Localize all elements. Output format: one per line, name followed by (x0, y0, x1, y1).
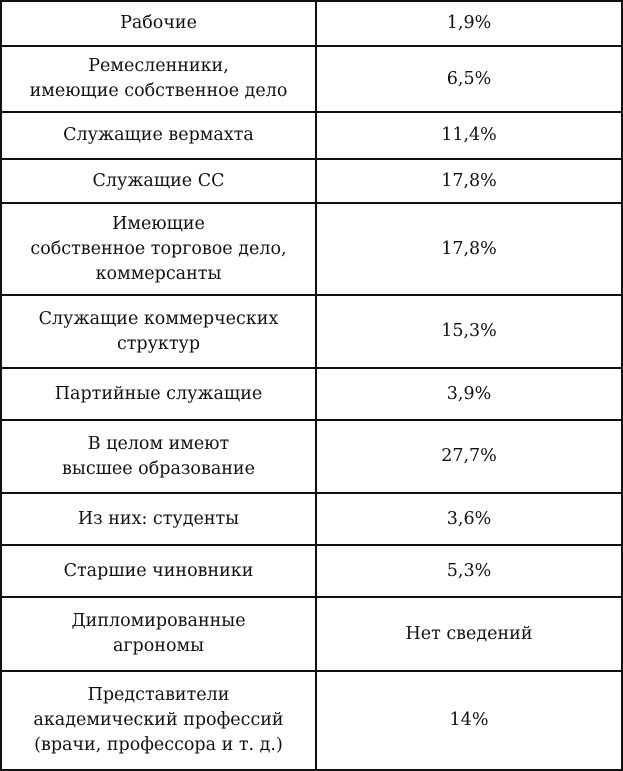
table-row (1, 368, 622, 420)
table-row (1, 545, 622, 597)
table-row (1, 420, 622, 493)
table-row (1, 493, 622, 545)
table-row (1, 112, 622, 159)
value-cell: 3,9% (316, 368, 622, 420)
value-cell: 27,7% (316, 420, 622, 493)
category-cell: Имеющие собственное торговое дело, коммерсанты (1, 203, 316, 295)
category-cell: Служащие коммерческих структур (1, 295, 316, 368)
category-cell: Из них: студенты (1, 493, 316, 545)
value-cell: 17,8% (316, 203, 622, 295)
category-cell: Старшие чиновники (1, 545, 316, 597)
value-cell: 15,3% (316, 295, 622, 368)
table-row (1, 597, 622, 671)
table-row (1, 46, 622, 112)
category-cell: Представители академический профессий (врачи, профессора и т. д.) (1, 671, 316, 770)
table-row (1, 159, 622, 203)
value-cell: 1,9% (316, 1, 622, 46)
table-row (1, 1, 622, 46)
value-cell: 11,4% (316, 112, 622, 159)
table-row (1, 295, 622, 368)
category-cell: Рабочие (1, 1, 316, 46)
category-cell: Дипломированные агрономы (1, 597, 316, 671)
category-cell: Ремесленники, имеющие собственное дело (1, 46, 316, 112)
value-cell: Нет сведений (316, 597, 622, 671)
value-cell: 6,5% (316, 46, 622, 112)
value-cell: 14% (316, 671, 622, 770)
category-cell: Служащие СС (1, 159, 316, 203)
table-row (1, 671, 622, 770)
category-cell: Партийные служащие (1, 368, 316, 420)
category-cell: Служащие вермахта (1, 112, 316, 159)
value-cell: 3,6% (316, 493, 622, 545)
value-cell: 17,8% (316, 159, 622, 203)
table-row (1, 203, 622, 295)
category-cell: В целом имеют высшее образование (1, 420, 316, 493)
value-cell: 5,3% (316, 545, 622, 597)
